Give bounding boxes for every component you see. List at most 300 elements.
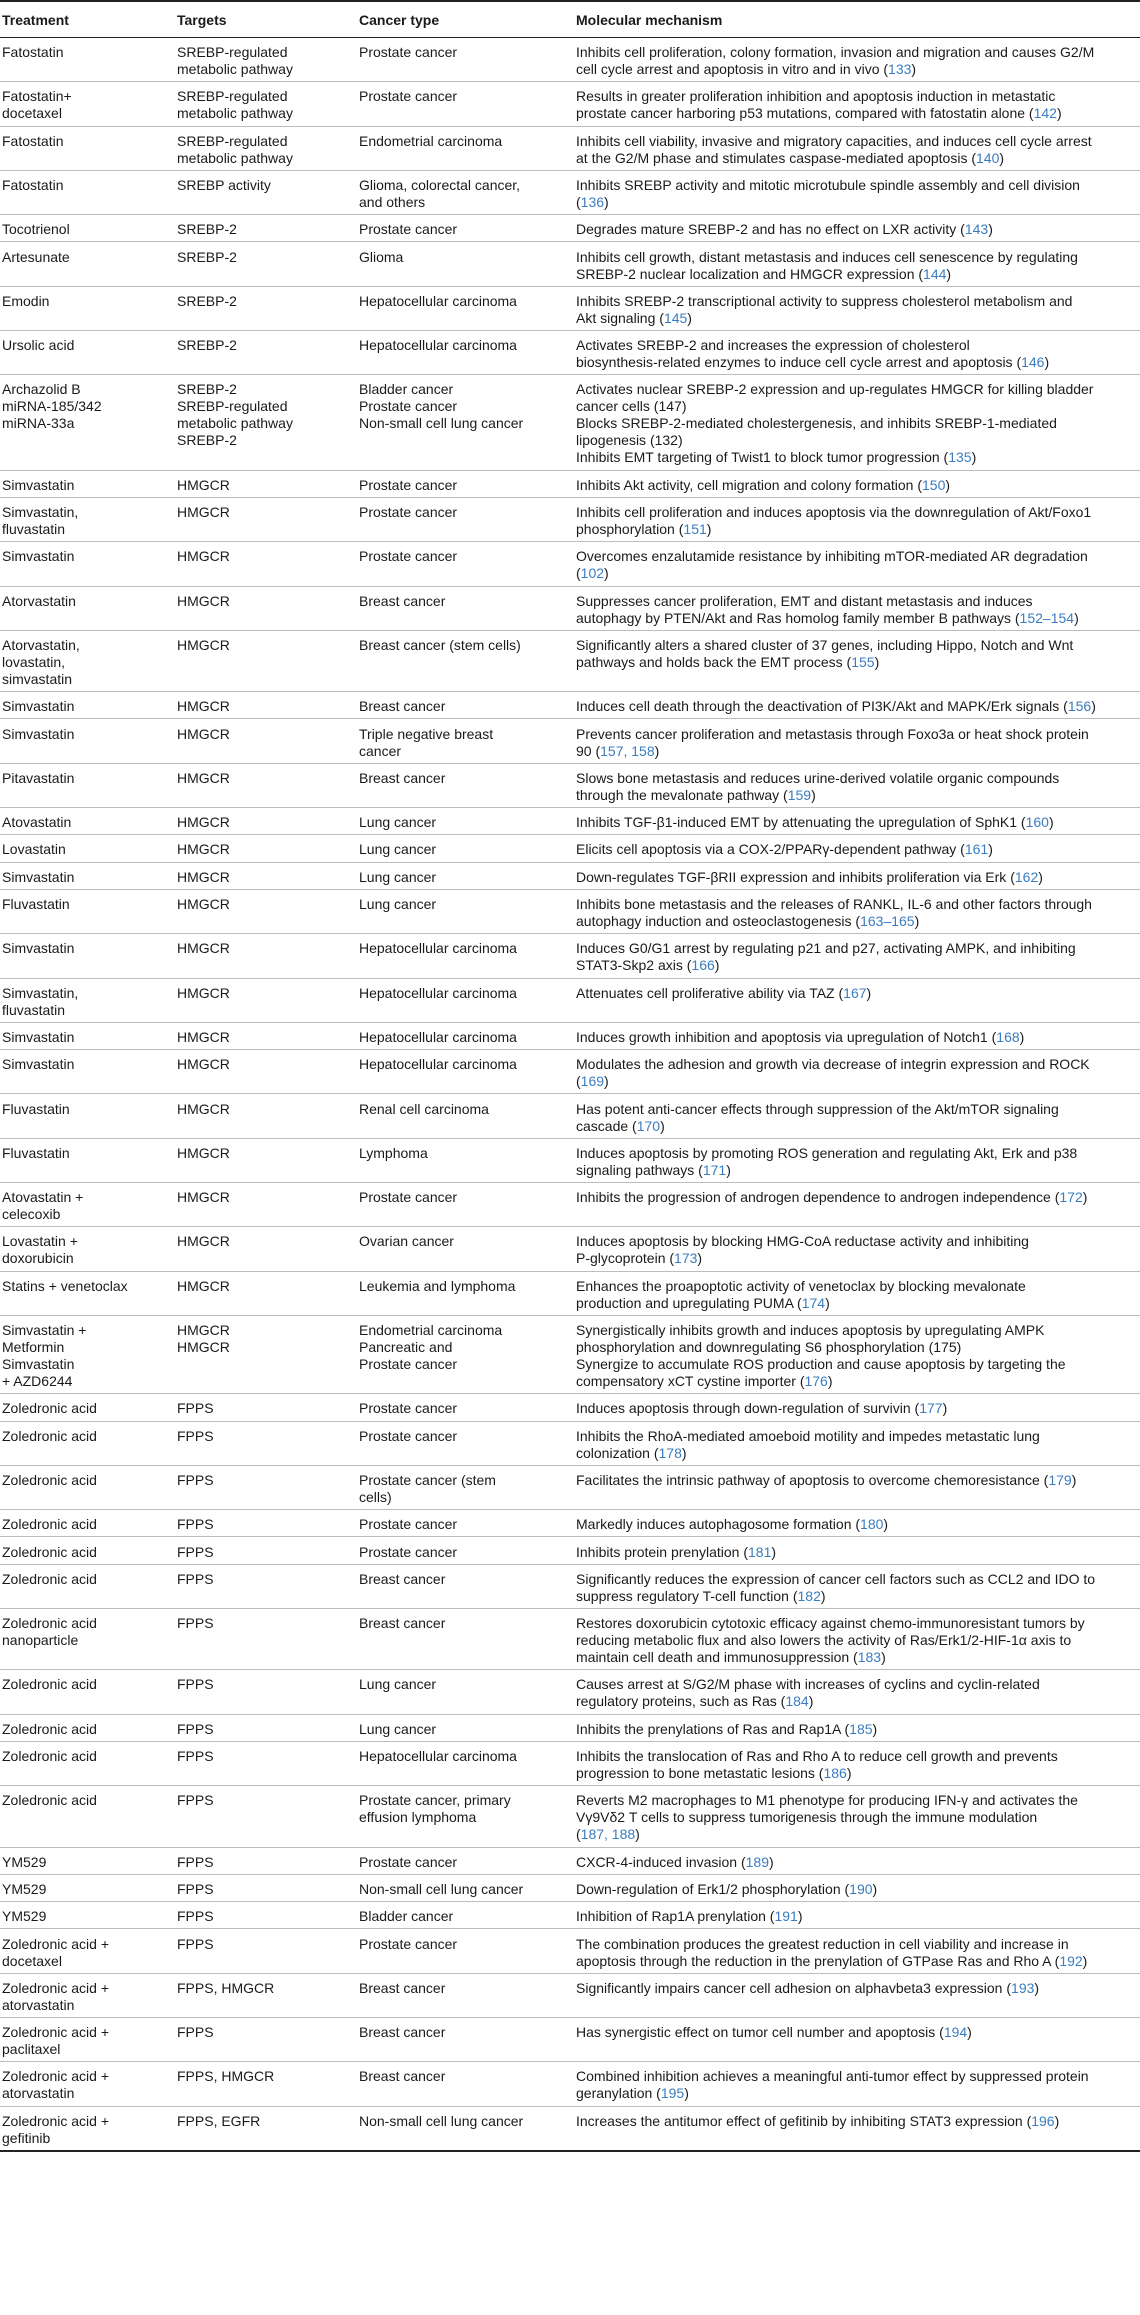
mechanism-text: Inhibits Akt activity, cell migration and colony formation ( [576,476,923,493]
mechanism-tail: ) [967,2024,972,2041]
cell-cancer-type: Leukemia and lymphoma [359,1277,516,1294]
cell-cancer-type: Hepatocellular carcinoma [359,1748,517,1764]
mechanism-text: Combined inhibition achieves a meaningful anti-tumor effect by suppressed protein geranylation ( [576,2068,1089,2102]
reference-link[interactable]: 192 [1059,1952,1083,1969]
cell-molecular-mechanism [576,985,1136,1002]
reference-link[interactable]: 171 [702,1161,727,1178]
cell-targets: FPPS [177,1720,214,1737]
reference-link[interactable]: 155 [851,653,875,670]
mechanism-tail: ) [988,221,993,238]
mechanism-tail: ) [911,61,917,77]
mechanism-tail: ) [714,957,720,974]
cell-targets: FPPS [177,1748,214,1764]
reference-link[interactable]: 102 [580,565,605,582]
cell-cancer-type: Lung cancer [359,814,437,831]
reference-link[interactable]: 185 [849,1720,873,1737]
table-row [0,287,1140,331]
mechanism-text: Inhibits TGF-β1-induced EMT by attenuating the upregulation of SphK1 ( [576,814,1026,831]
cell-molecular-mechanism [576,1428,1136,1462]
reference-link[interactable]: 190 [849,1880,873,1897]
cell-treatment: Lovastatin [2,841,66,858]
cell-cancer-type: Lung cancer [359,1676,437,1693]
cell-targets: HMGCR [177,868,230,885]
table-row [0,1786,1140,1847]
table-row [0,1316,1140,1394]
cell-molecular-mechanism [576,814,1136,831]
mechanism-tail: ) [872,1720,878,1737]
cell-cancer-type: Lung cancer [359,1720,437,1737]
cell-cancer-type: Renal cell carcinoma [359,1100,489,1117]
cell-targets: HMGCR [177,548,230,565]
mechanism-tail: ) [1019,1028,1025,1045]
cell-molecular-mechanism [576,1615,1136,1666]
table-row [0,1183,1140,1227]
reference-link[interactable]: 157, 158 [600,742,655,759]
cell-targets: HMGCR [177,984,230,1001]
cell-molecular-mechanism [576,293,1136,327]
cell-targets: FPPS [177,1935,214,1952]
mechanism-tail: ) [999,149,1005,166]
cell-cancer-type: Non-small cell lung cancer [359,2112,524,2129]
reference-link[interactable]: 168 [996,1028,1020,1045]
cell-treatment: Simvastatin, fluvastatin [2,504,79,537]
cell-targets: FPPS [177,1615,214,1632]
cell-molecular-mechanism [576,698,1136,715]
cell-targets: FPPS [177,1908,214,1925]
mechanism-tail: ) [660,1117,665,1134]
cell-treatment: Emodin [2,292,50,309]
cell-treatment: Tocotrienol [2,221,70,238]
cell-treatment: Zoledronic acid [2,1792,97,1809]
table-row [0,1902,1140,1929]
table-row [0,375,1140,470]
table-row [0,587,1140,631]
reference-link[interactable]: 152–154 [1019,609,1075,626]
cell-cancer-type: Breast cancer [359,1979,446,1996]
cell-cancer-type: Triple negative breast cancer [359,725,494,759]
cell-targets: FPPS [177,1853,214,1870]
cell-targets: SREBP-2 [177,292,237,309]
cell-treatment: YM529 [2,1880,47,1897]
cell-treatment: Zoledronic acid [2,1471,97,1488]
cell-molecular-mechanism [576,1881,1136,1898]
reference-link[interactable]: 178 [658,1444,682,1461]
cell-treatment: Zoledronic acid + atorvastatin [2,1979,110,2013]
cell-molecular-mechanism [576,869,1136,886]
reference-link[interactable]: 193 [1011,1979,1035,1996]
cell-cancer-type: Breast cancer [359,592,446,609]
cell-molecular-mechanism [576,1721,1136,1738]
cell-cancer-type: Prostate cancer [359,1427,458,1444]
mechanism-tail: ) [684,2085,689,2102]
cell-molecular-mechanism [576,2113,1136,2130]
table-row [0,720,1140,764]
cell-molecular-mechanism [576,1748,1136,1782]
cell-cancer-type: Ovarian cancer [359,1233,454,1250]
mechanism-tail: ) [881,1649,886,1666]
table-row [0,1227,1140,1271]
reference-link[interactable]: 186 [823,1765,847,1781]
reference-link[interactable]: 136 [580,193,605,210]
cell-cancer-type: Prostate cancer [359,1853,458,1870]
cell-targets: SREBP activity [177,176,271,193]
mechanism-tail: ) [604,193,609,210]
cell-molecular-mechanism [576,1936,1136,1970]
cell-molecular-mechanism [576,1233,1136,1267]
cell-molecular-mechanism [576,477,1136,494]
cell-molecular-mechanism [576,1571,1136,1605]
table-row [0,979,1140,1023]
cell-molecular-mechanism [576,940,1136,974]
mechanism-text: Significantly alters a shared cluster of 37 genes, including Hippo, Notch and Wnt pathways and holds back the EMT process ( [576,636,1074,670]
reference-link[interactable]: 140 [976,149,1000,166]
mechanism-text: Degrades mature SREBP-2 and has no effect on LXR activity ( [576,221,965,238]
table-row [0,1609,1140,1670]
table-row [0,1538,1140,1565]
table-row [0,1466,1140,1510]
table-row [0,1974,1140,2018]
cell-targets: HMGCR [177,1144,230,1161]
cell-treatment: Fatostatin+ docetaxel [2,88,72,122]
mechanism-text: CXCR-4-induced invasion ( [576,1853,746,1870]
mechanism-tail: ) [820,1587,826,1604]
mechanism-text: Facilitates the intrinsic pathway of apoptosis to overcome chemoresistance ( [576,1471,1049,1488]
mechanism-tail: ) [604,1073,609,1090]
mechanism-text: Inhibits the RhoA-mediated amoeboid motility and impedes metastatic lung colonization ( [576,1427,1040,1461]
mechanism-text: Causes arrest at S/G2/M phase with increases of cyclins and cyclin-related regulatory proteins, such as Ras ( [576,1676,1040,1710]
cell-cancer-type: Endometrial carcinoma Pancreatic and Prostate cancer [359,1322,503,1372]
table-row [0,1422,1140,1466]
mechanism-text: Increases the antitumor effect of gefitinib by inhibiting STAT3 expression ( [576,2112,1032,2129]
mechanism-text: Suppresses cancer proliferation, EMT and distant metastasis and induces autophagy by PTEN/Akt and Ras homolog family member B pathways ( [576,592,1033,626]
header-molecular-mechanism: Molecular mechanism [576,12,723,28]
mechanism-text: Activates SREBP-2 and increases the expression of cholesterol biosynthesis-related enzymes to induce cell cycle arrest and apoptosis ( [576,337,1022,371]
table-row [0,38,1140,82]
reference-link[interactable]: 167 [843,984,867,1001]
cell-molecular-mechanism [576,1322,1136,1390]
cell-treatment: Simvastatin [2,548,75,565]
cell-treatment: Zoledronic acid + gefitinib [2,2112,110,2146]
cell-targets: SREBP-regulated metabolic pathway [177,44,293,77]
cell-treatment: Zoledronic acid [2,1400,97,1417]
reference-link[interactable]: 159 [787,786,812,803]
cell-treatment: Simvastatin + Metformin Simvastatin + AZD6244 [2,1322,87,1389]
cell-treatment: Zoledronic acid [2,1570,97,1587]
cell-molecular-mechanism [576,1189,1136,1206]
cell-molecular-mechanism [576,896,1136,930]
reference-link[interactable]: 183 [857,1649,882,1666]
cell-molecular-mechanism [576,1145,1136,1179]
cell-molecular-mechanism [576,593,1136,627]
cell-cancer-type: Breast cancer [359,769,446,786]
mechanism-tail: ) [706,521,712,537]
reference-link[interactable]: 184 [785,1693,809,1710]
cell-targets: HMGCR [177,841,230,858]
mechanism-tail: ) [654,742,660,759]
cell-targets: FPPS [177,1516,214,1533]
mechanism-tail: ) [883,1516,889,1533]
cell-molecular-mechanism [576,221,1136,238]
reference-link[interactable]: 160 [1025,814,1049,831]
mechanism-tail: ) [866,984,872,1001]
cell-treatment: Fluvastatin [2,1100,70,1117]
cell-treatment: Atovastatin + celecoxib [2,1189,84,1223]
mechanism-tail: ) [872,1880,878,1897]
cell-treatment: Simvastatin [2,476,75,493]
reference-link[interactable]: 179 [1048,1471,1072,1488]
mechanism-text: Inhibits cell proliferation, colony formation, invasion and migration and causes G2/M cell cycle arrest and apoptosis in vitro and in vivo ( [576,44,1095,77]
cell-treatment: Zoledronic acid [2,1516,97,1533]
mechanism-text: The combination produces the greatest reduction in cell viability and increase in apoptosis through the reduction in the prenylation of GTPase Ras and Rho A ( [576,1935,1069,1969]
mechanism-text: Inhibits cell viability, invasive and migratory capacities, and induces cell cycle arrest at the G2/M phase and stimulates caspase-mediated apoptosis ( [576,132,1092,166]
cell-cancer-type: Prostate cancer [359,1189,458,1206]
mechanism-text: Synergistically inhibits growth and induces apoptosis by upregulating AMPK phosphorylation and downregulating S6 phosphorylation (175) Synergize to accumulate ROS production and cause apoptosis by targeting the compensatory xCT cystine importer ( [576,1322,1066,1389]
mechanism-text: Inhibits cell growth, distant metastasis and induces cell senescence by regulating SREBP-2 nuclear localization and HMGCR expression ( [576,248,1078,282]
cell-cancer-type: Hepatocellular carcinoma [359,337,517,354]
mechanism-tail: ) [808,1693,814,1710]
cell-molecular-mechanism [576,504,1136,538]
cell-cancer-type: Breast cancer [359,1615,446,1632]
mechanism-text: Markedly induces autophagosome formation ( [576,1516,861,1533]
reference-link[interactable]: 143 [964,221,989,238]
reference-link[interactable]: 189 [745,1853,769,1870]
cell-targets: HMGCR [177,476,230,493]
mechanism-tail: ) [1056,105,1062,122]
cell-cancer-type: Prostate cancer (stem cells) [359,1471,496,1505]
cell-molecular-mechanism [576,249,1136,283]
table-row [0,764,1140,808]
cell-targets: FPPS, HMGCR [177,1979,275,1996]
cell-molecular-mechanism [576,1908,1136,1925]
cell-cancer-type: Breast cancer [359,2068,446,2085]
mechanism-tail: ) [681,1444,687,1461]
mechanism-text: Induces G0/G1 arrest by regulating p21 and p27, activating AMPK, and inhibiting STAT3-Skp2 axis ( [576,940,1076,974]
reference-link[interactable]: 156 [1067,698,1092,715]
mechanism-text: Inhibits protein prenylation ( [576,1543,748,1560]
mechanism-tail: ) [846,1765,852,1781]
cell-targets: HMGCR [177,636,230,653]
reference-link[interactable]: 170 [636,1117,661,1134]
mechanism-text: Enhances the proapoptotic activity of venetoclax by blocking mevalonate production and upregulating PUMA ( [576,1277,1026,1311]
mechanism-tail: ) [945,476,951,493]
cell-targets: FPPS [177,1427,214,1444]
cell-cancer-type: Glioma, colorectal cancer, and others [359,176,521,210]
mechanism-tail: ) [1082,1189,1088,1206]
table-row [0,2107,1140,2151]
mechanism-tail: ) [1034,1979,1040,1996]
table-row [0,631,1140,692]
mechanism-tail: ) [687,309,692,326]
cell-cancer-type: Bladder cancer [359,1908,454,1925]
mechanism-text: Significantly reduces the expression of cancer cell factors such as CCL2 and IDO to suppress regulatory T-cell function ( [576,1570,1096,1604]
cell-molecular-mechanism [576,133,1136,167]
cell-targets: HMGCR [177,725,230,742]
table-row [0,1875,1140,1902]
mechanism-tail: ) [769,1853,774,1870]
table-row [0,127,1140,171]
mechanism-tail: ) [827,1373,833,1389]
cell-targets: SREBP-2 [177,337,237,354]
cell-molecular-mechanism [576,2024,1136,2041]
cell-treatment: Zoledronic acid [2,1748,97,1764]
reference-link[interactable]: 177 [919,1400,943,1417]
cell-cancer-type: Bladder cancer Prostate cancer Non-small cell lung cancer [359,381,524,432]
reference-link[interactable]: 151 [683,521,707,537]
cell-treatment: Zoledronic acid + paclitaxel [2,2024,110,2058]
reference-link[interactable]: 172 [1059,1189,1083,1206]
cell-treatment: Atorvastatin, lovastatin, simvastatin [2,636,80,687]
reference-link[interactable]: 145 [663,309,688,326]
cell-treatment: Simvastatin [2,868,75,885]
mechanism-text: Attenuates cell proliferative ability via TAZ ( [576,984,844,1001]
mechanism-text: Inhibits cell proliferation and induces apoptosis via the downregulation of Akt/Foxo1 phosphorylation ( [576,504,1092,537]
cell-treatment: Fatostatin [2,44,64,60]
reference-link[interactable]: 176 [804,1373,828,1389]
cell-targets: FPPS [177,1543,214,1560]
cell-molecular-mechanism [576,1854,1136,1871]
cell-molecular-mechanism [576,44,1136,78]
mechanism-text: Induces apoptosis by promoting ROS generation and regulating Akt, Erk and p38 signaling pathways ( [576,1144,1078,1178]
cell-targets: HMGCR [177,1056,230,1073]
cell-molecular-mechanism [576,177,1136,211]
table-row [0,1715,1140,1742]
table-row [0,1272,1140,1316]
reference-link[interactable]: 174 [801,1294,826,1311]
table-row [0,1930,1140,1974]
cell-targets: SREBP-2 SREBP-regulated metabolic pathway SREBP-2 [177,381,293,449]
reference-link[interactable]: 161 [964,841,989,858]
reference-link[interactable]: 182 [797,1587,821,1604]
cell-cancer-type: Hepatocellular carcinoma [359,1028,517,1045]
cell-cancer-type: Breast cancer [359,698,446,715]
table-row [0,1742,1140,1786]
table-row [0,1394,1140,1421]
reference-link[interactable]: 196 [1031,2112,1055,2129]
cell-targets: FPPS [177,1676,214,1693]
cell-cancer-type: Prostate cancer, primary effusion lymphoma [359,1792,511,1826]
cell-molecular-mechanism [576,337,1136,371]
reference-link[interactable]: 150 [922,476,946,493]
cell-targets: FPPS [177,1471,214,1488]
mechanism-text: Overcomes enzalutamide resistance by inhibiting mTOR-mediated AR degradation ( [576,548,1088,582]
mechanism-text: Down-regulates TGF-βRII expression and inhibits proliferation via Erk ( [576,868,1015,885]
reference-link[interactable]: 194 [943,2024,968,2041]
table-row [0,835,1140,862]
cell-molecular-mechanism [576,637,1136,671]
mechanism-text: Inhibits bone metastasis and the releases of RANKL, IL-6 and other factors through autophagy induction and osteoclastogenesis ( [576,896,1092,929]
mechanism-tail: ) [1048,814,1054,831]
mechanism-tail: ) [914,913,920,929]
cell-targets: HMGCR [177,1233,230,1250]
reference-link[interactable]: 133 [888,61,912,77]
cell-molecular-mechanism [576,1516,1136,1533]
reference-link[interactable]: 169 [580,1073,605,1090]
reference-link[interactable]: 142 [1033,105,1057,122]
cell-targets: HMGCR [177,698,230,715]
reference-link[interactable]: 191 [774,1908,798,1925]
cell-targets: HMGCR [177,1028,230,1045]
mechanism-text: Slows bone metastasis and reduces urine-derived volatile organic compounds through the mevalonate pathway ( [576,769,1060,803]
table-row [0,171,1140,215]
reference-link[interactable]: 146 [1021,354,1045,371]
table-header [0,0,1140,38]
table-row [0,542,1140,586]
header-cancer-type: Cancer type [359,12,440,28]
reference-link[interactable]: 187, 188 [580,1826,636,1843]
cell-treatment: Simvastatin [2,725,75,742]
reference-link[interactable]: 166 [691,957,715,974]
table-row [0,82,1140,126]
mechanism-tail: ) [771,1543,777,1560]
mechanism-text: Has synergistic effect on tumor cell number and apoptosis ( [576,2024,944,2041]
cell-cancer-type: Lung cancer [359,841,437,858]
cell-treatment: Zoledronic acid nanoparticle [2,1615,97,1649]
reference-link[interactable]: 195 [660,2085,685,2102]
reference-link[interactable]: 135 [948,449,972,466]
mechanism-text: Reverts M2 macrophages to M1 phenotype for producing IFN-γ and activates the Vγ9Vδ2 T cells to suppress tumorigenesis through the immune modulation ( [576,1792,1078,1843]
table-row [0,1023,1140,1050]
table-row [0,471,1140,498]
cell-treatment: Artesunate [2,248,70,265]
cell-cancer-type: Non-small cell lung cancer [359,1880,524,1897]
mechanism-tail: ) [1038,868,1043,885]
cell-cancer-type: Prostate cancer [359,44,458,60]
reference-link[interactable]: 163–165 [860,913,915,929]
cell-treatment: Zoledronic acid + atorvastatin [2,2068,110,2102]
table-row [0,215,1140,242]
table-row [0,2062,1140,2106]
cell-cancer-type: Breast cancer [359,2024,446,2041]
reference-link[interactable]: 180 [860,1516,884,1533]
cell-treatment: Zoledronic acid + docetaxel [2,1935,110,1969]
cell-treatment: YM529 [2,1853,47,1870]
cell-targets: SREBP-2 [177,221,237,238]
cell-cancer-type: Lung cancer [359,868,437,885]
cell-cancer-type: Prostate cancer [359,1516,458,1533]
mechanism-text: Modulates the adhesion and growth via decrease of integrin expression and ROCK ( [576,1056,1090,1090]
mechanism-tail: ) [942,1400,948,1417]
reference-link[interactable]: 162 [1014,868,1039,885]
mechanism-tail: ) [874,653,880,670]
cell-targets: FPPS, HMGCR [177,2068,275,2085]
cell-treatment: Fatostatin [2,132,64,149]
mechanism-text: Has potent anti-cancer effects through suppression of the Akt/mTOR signaling cascade ( [576,1100,1059,1134]
mechanism-text: Inhibition of Rap1A prenylation ( [576,1908,775,1925]
table-row [0,1510,1140,1537]
mechanism-text: Induces apoptosis through down-regulation of survivin ( [576,1400,920,1417]
table-row [0,1095,1140,1139]
mechanism-tail: ) [726,1161,731,1178]
mechanism-text: Inhibits SREBP-2 transcriptional activity to suppress cholesterol metabolism and Akt signaling ( [576,292,1073,326]
mechanism-text: Significantly impairs cancer cell adhesion on alphavbeta3 expression ( [576,1979,1012,1996]
cell-cancer-type: Prostate cancer [359,88,458,105]
cell-targets: FPPS [177,1570,214,1587]
reference-link[interactable]: 173 [674,1250,698,1267]
cell-cancer-type: Prostate cancer [359,1400,458,1417]
mechanism-text: Inhibits the translocation of Ras and Rho A to reduce cell growth and prevents progression to bone metastatic lesions ( [576,1748,1058,1781]
mechanism-text: Induces cell death through the deactivation of PI3K/Akt and MAPK/Erk signals ( [576,698,1068,715]
cell-cancer-type: Hepatocellular carcinoma [359,984,517,1001]
reference-link[interactable]: 181 [748,1543,772,1560]
reference-link[interactable]: 144 [923,265,947,282]
table-row [0,1565,1140,1609]
cell-treatment: Simvastatin [2,1028,75,1045]
mechanism-tail: ) [797,1908,803,1925]
table-row [0,808,1140,835]
cell-molecular-mechanism [576,1056,1136,1090]
cell-molecular-mechanism [576,2068,1136,2102]
mechanism-tail: ) [811,786,816,803]
